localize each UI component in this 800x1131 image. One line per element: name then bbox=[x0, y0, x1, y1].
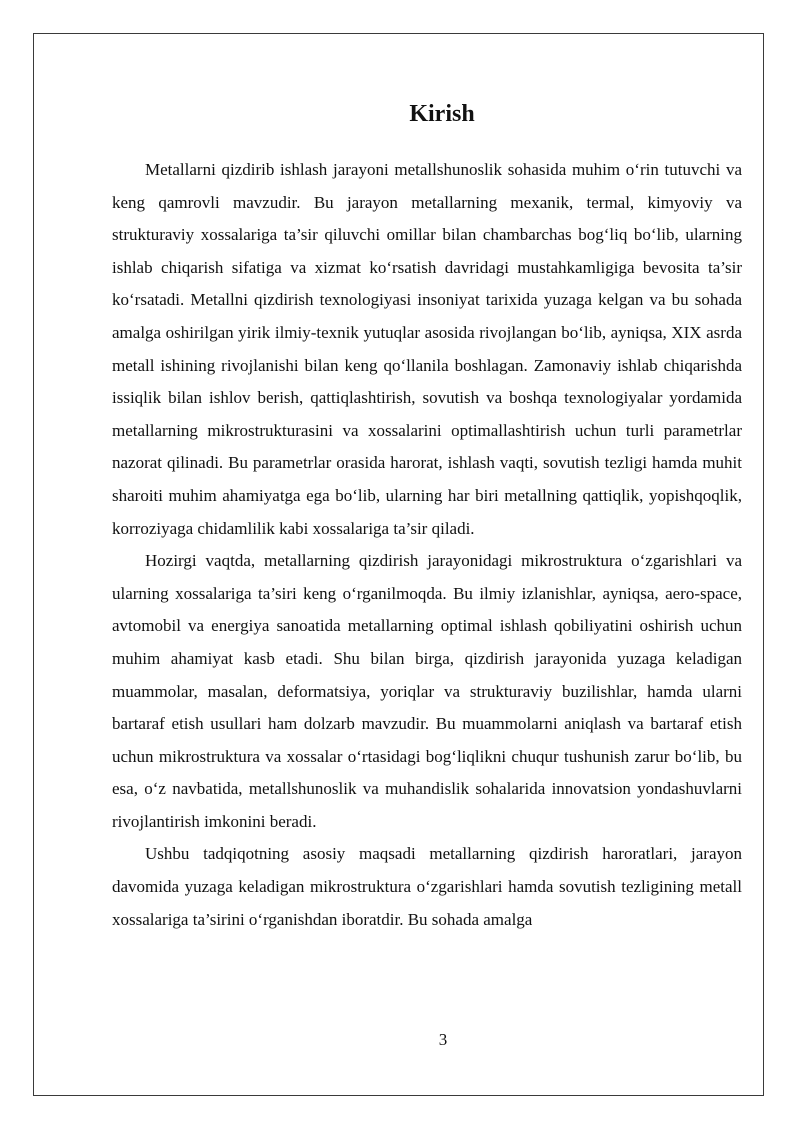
paragraph-3: Ushbu tadqiqotning asosiy maqsadi metallarning qizdirish haroratlari, jarayon davomida yuzaga keladigan mikrostruktura o‘zgarishlari hamda sovutish tezligining metall xossalariga ta’sirini o‘rganishdan iboratdir. Bu sohada amalga bbox=[112, 844, 742, 929]
section-title: Kirish bbox=[409, 101, 475, 127]
page-content bbox=[112, 98, 742, 936]
page-number: 3 bbox=[438, 1030, 448, 1049]
paragraph-1: Metallarni qizdirib ishlash jarayoni metallshunoslik sohasida muhim o‘rin tutuvchi va keng qamrovli mavzudir. Bu jarayon metallarning mexanik, termal, kimyoviy va strukturaviy xossalariga ta’sir qiluvchi omillar bilan chambarchas bog‘liq bo‘lib, ularning ishlab chiqarish sifatiga va xizmat ko‘rsatish davridagi mustahkamligiga bevosita ta’sir ko‘rsatadi. Metallni qizdirish texnologiyasi insoniyat tarixida yuzaga kelgan va bu sohada amalga oshirilgan yirik ilmiy-texnik yutuqlar asosida rivojlangan bo‘lib, ayniqsa, XIX asrda metall ishining rivojlanishi bilan keng qo‘llanila boshlagan. Zamonaviy ishlab chiqarishda issiqlik bilan ishlov berish, qattiqlashtirish, sovutish va boshqa texnologiyalar yordamida metallarning mikrostrukturasini va xossalarini optimallashtirish uchun turli parametrlar nazorat qilinadi. Bu parametrlar orasida harorat, ishlash vaqti, sovutish tezligi hamda muhit sharoiti muhim ahamiyatga ega bo‘lib, ularning har biri metallning qattiqlik, yopishqoqlik, korroziyaga chidamlilik kabi xossalariga ta’sir qiladi. bbox=[112, 160, 742, 538]
paragraph-2: Hozirgi vaqtda, metallarning qizdirish jarayonidagi mikrostruktura o‘zgarishlari va ularning xossalariga ta’siri keng o‘rganilmoqda. Bu ilmiy izlanishlar, ayniqsa, aero-space, avtomobil va energiya sanoatida metallarning optimal ishlash qobiliyatini oshirish uchun muhim ahamiyat kasb etadi. Shu bilan birga, qizdirish jarayonida yuzaga keladigan muammolar, masalan, deformatsiya, yoriqlar va strukturaviy buzilishlar, hamda ularni bartaraf etish usullari ham dolzarb mavzudir. Bu muammolarni aniqlash va bartaraf etish uchun mikrostruktura va xossalar o‘rtasidagi bog‘liqlikni chuqur tushunish zarur bo‘lib, bu esa, o‘z navbatida, metallshunoslik va muhandislik sohalarida innovatsion yondashuvlarni rivojlantirish imkonini beradi. bbox=[112, 551, 742, 831]
